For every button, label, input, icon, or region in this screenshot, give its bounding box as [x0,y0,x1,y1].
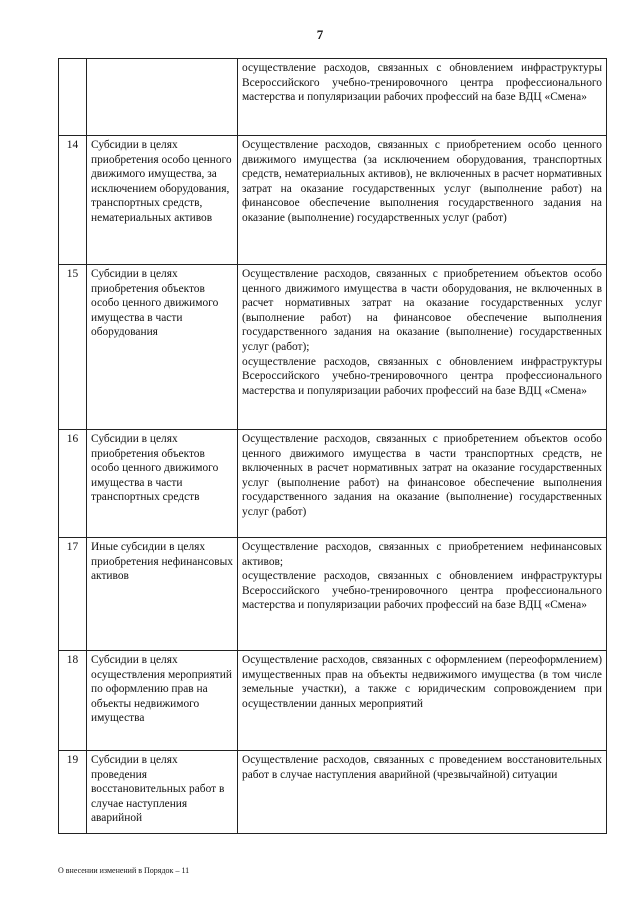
row-number: 19 [59,751,87,834]
table-row [59,59,607,136]
description-paragraph: осуществление расходов, связанных с обновлением инфраструктуры Всероссийского учебно-тренировочного центра профессионального мастерства и популяризации рабочих профессий на базе ВДЦ «Смена» [242,62,602,104]
description-paragraph: Осуществление расходов, связанных с приобретением нефинансовых активов; [242,541,602,568]
row-number: 16 [59,430,87,538]
page-number: 7 [316,27,324,42]
subsidy-name: Субсидии в целях приобретения особо ценного движимого имущества, за исключением оборудования, транспортных средств, нематериальных активов [87,136,238,265]
table-row [59,136,607,265]
subsidy-description [238,430,607,538]
subsidy-description [238,59,607,136]
subsidy-name: Субсидии в целях приобретения объектов особо ценного движимого имущества в части оборудования [87,265,238,430]
subsidy-description [238,538,607,651]
row-number: 14 [59,136,87,265]
description-paragraph: Осуществление расходов, связанных с оформлением (переоформлением) имущественных прав на объекты недвижимого имущества (в том числе земельные участки), а также с юридическим сопровождением при осуществлении данных мероприятий [242,654,602,710]
table-row [59,430,607,538]
subsidy-description [238,751,607,834]
subsidy-name: Иные субсидии в целях приобретения нефинансовых активов [87,538,238,651]
description-paragraph: Осуществление расходов, связанных с приобретением объектов особо ценного движимого имущества в части оборудования, не включенных в расчет нормативных затрат на оказание государственных услуг (выполнение работ) на финансовое обеспечение выполнения государственного задания на оказание (выполнение) государственных услуг (работ); [242,268,602,353]
subsidies-table [58,58,607,834]
table-row [59,538,607,651]
subsidy-name [87,59,238,136]
subsidy-description [238,136,607,265]
subsidy-description [238,651,607,751]
table-row [59,651,607,751]
row-number: 18 [59,651,87,751]
row-number: 17 [59,538,87,651]
row-number: 15 [59,265,87,430]
subsidy-name: Субсидии в целях осуществления мероприятий по оформлению прав на объекты недвижимого имущества [87,651,238,751]
table-row [59,751,607,834]
description-paragraph: осуществление расходов, связанных с обновлением инфраструктуры Всероссийского учебно-тренировочного центра профессионального мастерства и популяризации рабочих профессий на базе ВДЦ «Смена» [242,355,602,397]
subsidy-name: Субсидии в целях проведения восстановительных работ в случае наступления аварийной [87,751,238,834]
description-paragraph: Осуществление расходов, связанных с приобретением особо ценного движимого имущества (за исключением оборудования, транспортных средств, нематериальных активов), не включенных в расчет нормативных затрат на оказание государственных услуг (выполнение работ) на финансовое обеспечение выполнения государственного задания на оказание (выполнение) государственных услуг (работ) [242,139,602,224]
description-paragraph: Осуществление расходов, связанных с приобретением объектов особо ценного движимого имущества в части транспортных средств, не включенных в расчет нормативных затрат на оказание государственных услуг (выполнение работ) на финансовое обеспечение выполнения государственного задания на оказание (выполнение) государственных услуг (работ) [242,433,602,518]
footer-note: О внесении изменений в Порядок – 11 [58,866,190,875]
table-row [59,265,607,430]
subsidy-description [238,265,607,430]
row-number [59,59,87,136]
description-paragraph: осуществление расходов, связанных с обновлением инфраструктуры Всероссийского учебно-тренировочного центра профессионального мастерства и популяризации рабочих профессий на базе ВДЦ «Смена» [242,570,602,612]
subsidy-name: Субсидии в целях приобретения объектов особо ценного движимого имущества в части транспортных средств [87,430,238,538]
description-paragraph: Осуществление расходов, связанных с проведением восстановительных работ в случае наступления аварийной (чрезвычайной) ситуации [242,754,602,781]
